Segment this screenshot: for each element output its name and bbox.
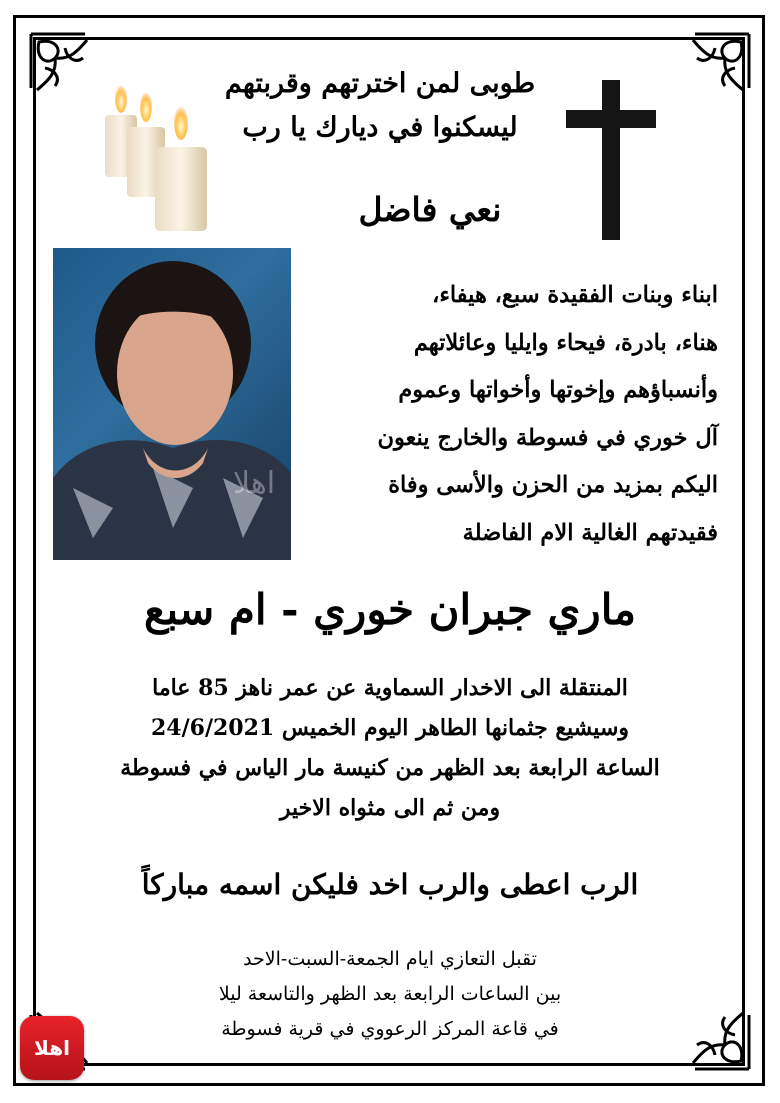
intro-line: وأنسباؤهم وإخوتها وأخواتها وعموم [398,377,718,403]
corner-ornament-icon [659,979,755,1075]
verse-line: طوبى لمن اخترتهم وقربتهم [224,68,536,99]
details-line: الساعة الرابعة بعد الظهر من كنيسة مار الياس في فسوطة [120,755,660,781]
condolences-line: في قاعة المركز الرعووي في قرية فسوطة [221,1018,559,1040]
candles-icon [100,85,215,235]
details-line: وسيشيع جثمانها الطاهر اليوم الخميس 24/6/2021 [151,715,629,741]
cross-icon [566,80,656,240]
verse-text [200,62,560,150]
condolences-info [150,942,630,1047]
watermark: اهلا [233,466,276,501]
details-line: المنتقلة الى الاخدار السماوية عن عمر ناهز 85 عاما [152,675,628,701]
details-line: ومن ثم الى مثواه الاخير [279,795,501,821]
condolences-line: تقبل التعازي ايام الجمعة-السبت-الاحد [243,948,537,970]
funeral-details [70,668,710,828]
intro-line: آل خوري في فسوطة والخارج ينعون [377,424,718,451]
intro-line: هناء، بادرة، فيحاء وايليا وعائلاتهم [413,329,718,356]
logo-text: اهلا [34,1036,70,1060]
intro-line: ابناء وبنات الفقيدة سبع، هيفاء، [432,282,718,308]
deceased-photo [53,248,291,560]
blessing-text: الرب اعطى والرب اخد فليكن اسمه مباركاً [141,868,639,901]
page-title: نعي فاضل [358,190,502,229]
verse-line: ليسكنوا في ديارك يا رب [242,112,518,143]
deceased-name: ماري جبران خوري - ام سبع [143,585,637,634]
ahla-logo[interactable] [20,1016,84,1080]
intro-line: اليكم بمزيد من الحزن والأسى وفاة [388,472,718,498]
intro-line: فقيدتهم الغالية الام الفاضلة [462,519,718,546]
condolences-line: بين الساعات الرابعة بعد الظهر والتاسعة ليلا [218,983,562,1005]
intro-paragraph [300,272,718,557]
corner-ornament-icon [659,28,755,124]
